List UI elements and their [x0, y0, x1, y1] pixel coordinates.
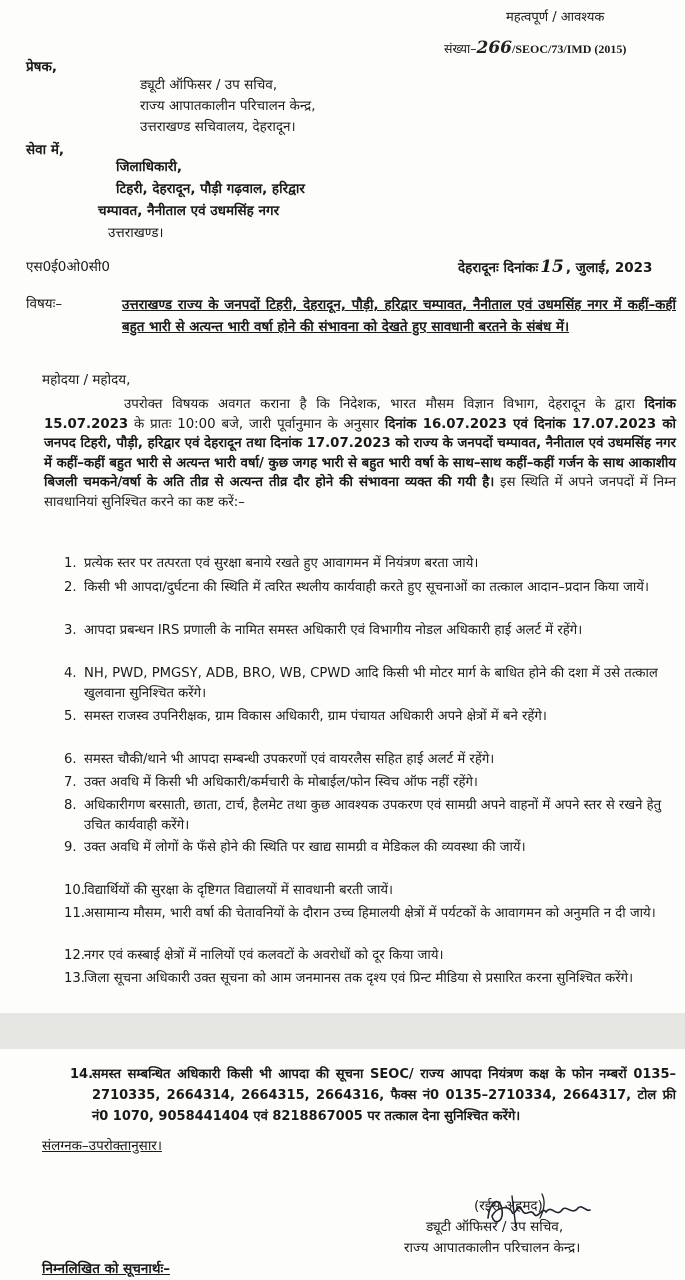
signatory-designation-1: ड्यूटी ऑफिसर / उप सचिव, — [426, 1219, 564, 1235]
body-bold-date: दिनांक 15.07.2023 — [44, 397, 676, 432]
letter-number-handwritten: 266 — [476, 38, 513, 58]
subject-text: उत्तराखण्ड राज्य के जनपदों टिहरी, देहरादून, पौड़ी, हरिद्वार चम्पावत, नैनीताल एवं उधमसिंह नगर में कहीं–कहीं बहुत भारी से अत्यन्त भारी वर्षा होने की संभावना को देखते हुए सावधानी बरतने के संबंध में। — [122, 298, 676, 335]
list-item: 5. समस्त राजस्व उपनिरीक्षक, ग्राम विकास अधिकारी, ग्राम पंचायत अधिकारी अपने क्षेत्रों में बने रहेंगे। — [64, 709, 547, 724]
date-month-year: , जुलाई, 2023 — [565, 260, 653, 276]
list-item-14 — [70, 1064, 676, 1127]
letter-number — [444, 38, 626, 58]
list-item: 1. प्रत्येक स्तर पर तत्परता एवं सुरक्षा बनाये रखते हुए आवागमन में नियंत्रण बरता जाये। — [64, 556, 479, 571]
letter-number-prefix: संख्या– — [444, 41, 477, 56]
salutation: महोदया / महोदय, — [42, 372, 131, 388]
list-item: 11. असामान्य मौसम, भारी वर्षा की चेतावनियों के दौरान उच्च हिमालयी क्षेत्रों में पर्यटकों के आवागमन को अनुमति न दी जाये। — [64, 906, 656, 921]
list-item: 8. अधिकारीगण बरसाती, छाता, टार्च, हैलमेट तथा कुछ आवश्यक उपकरण एवं सामग्री अपने वाहनों में अपने स्तर से रखने हेतु उचित कार्यवाही करेंगे। — [64, 798, 662, 833]
sender-line-1: ड्यूटी ऑफिसर / उप सचिव, — [140, 77, 278, 93]
list-item: 12. नगर एवं कस्बाई क्षेत्रों में नालियों एवं कलवटों के अवरोधों को दूर किया जाये। — [64, 948, 444, 963]
signatory-name: (रईस अहमद) — [474, 1198, 543, 1214]
place-date-prefix: देहरादूनः दिनांकः — [458, 260, 539, 276]
recipient-line-1: जिलाधिकारी, — [116, 159, 182, 175]
copy-to-label: निम्नलिखित को सूचनार्थः– — [42, 1261, 170, 1277]
list-item: 3. आपदा प्रबन्धन IRS प्रणाली के नामित समस्त अधिकारी एवं विभागीय नोडल अधिकारी हाई अलर्ट में रहेंगे। — [64, 623, 583, 638]
recipient-label: सेवा में, — [26, 142, 65, 158]
list-item: 10. विद्यार्थियों की सुरक्षा के दृष्टिगत विद्यालयों में सावधानी बरती जायें। — [64, 883, 394, 898]
priority-label: महत्वपूर्ण / आवश्यक — [506, 10, 605, 25]
recipient-line-3: चम्पावत, नैनीताल एवं उधमसिंह नगर — [98, 203, 280, 219]
body-text-2: के प्रातः 10:00 बजे, जारी पूर्वानुमान के अनुसार — [134, 416, 379, 432]
list-item-14-num: 14. — [70, 1067, 94, 1082]
page-break — [0, 1013, 685, 1049]
list-item: 7. उक्त अवधि में किसी भी अधिकारी/कर्मचारी के मोबाईल/फोन स्विच ऑफ नहीं रहेंगे। — [64, 775, 478, 790]
subject-label: विषयः– — [26, 296, 63, 312]
list-item: 4. NH, PWD, PMGSY, ADB, BRO, WB, CPWD आदि किसी भी मोटर मार्ग के बाधित होने की दशा में उसे तत्काल खुलवाना सुनिश्चित करेंगे। — [64, 666, 658, 701]
body-paragraph — [44, 395, 676, 512]
place-date — [458, 258, 652, 278]
list-item: 6. समस्त चौकी/थाने भी आपदा सम्बन्धी उपकरणों एवं वायरलैस सहित हाई अलर्ट में रहेंगे। — [64, 752, 495, 767]
list-item-14-text: समस्त सम्बन्धित अधिकारी किसी भी आपदा की सूचना SEOC/ राज्य आपदा नियंत्रण कक्ष के फोन नम्बरों 0135–2710335, 2664314, 2664315, 2664316, फैक्स नं0 0135–2710334, 2664317, टोल फ्री नं0 1070, 9058441404 एवं 8218867005 पर तत्काल देना सुनिश्चित करेंगे। — [92, 1067, 676, 1124]
recipient-line-2: टिहरी, देहरादून, पौड़ी गढ़वाल, हरिद्वार — [116, 181, 305, 197]
recipient-line-4: उत्तराखण्ड। — [108, 225, 164, 241]
list-item: 2. किसी भी आपदा/दुर्घटना की स्थिति में त्वरित स्थलीय कार्यवाही करते हुए सूचनाओं का तत्काल आदान–प्रदान किया जायें। — [64, 580, 649, 595]
signatory-designation-2: राज्य आपातकालीन परिचालन केन्द्र। — [404, 1240, 581, 1256]
body-text-1: उपरोक्त विषयक अवगत कराना है कि निदेशक, भारत मौसम विज्ञान विभाग, देहरादून के द्वारा — [124, 397, 635, 412]
enclosure-note: संलग्नक–उपरोक्तानुसार। — [42, 1138, 162, 1154]
letter-number-suffix: /SEOC/73/IMD (2015) — [512, 42, 627, 56]
sender-label: प्रेषक, — [26, 59, 57, 75]
date-day-handwritten: 15 — [540, 257, 564, 277]
sender-line-3: उत्तराखण्ड सचिवालय, देहरादून। — [140, 119, 296, 135]
body-text-3: इस स्थिति में अपने जनपदों में निम्न सावधानियां सुनिश्चित करने का कष्ट करें:– — [44, 475, 676, 510]
sender-line-2: राज्य आपातकालीन परिचालन केन्द्र, — [140, 98, 316, 114]
list-item: 9. उक्त अवधि में लोगों के फँसे होने की स्थिति पर खाद्य सामग्री व मेडिकल की व्यवस्था की जायें। — [64, 840, 526, 855]
list-item: 13. जिला सूचना अधिकारी उक्त सूचना को आम जनमानस तक दृश्य एवं प्रिन्ट मीडिया से प्रसारित करना सुनिश्चित करेंगे। — [64, 971, 634, 986]
reference-code: एस0ई0ओ0सी0 — [26, 259, 111, 275]
body-bold-forecast: दिनांक 16.07.2023 एवं दिनांक 17.07.2023 को जनपद टिहरी, पौड़ी, हरिद्वार एवं देहरादून तथा दिनांक 17.07.2023 को राज्य के जनपदों चम्पावत, नैनीताल एवं उधमसिंह नगर में कहीं–कहीं बहुत भारी से अत्यन्त भारी वर्षा/ कुछ जगह भारी से बहुत भारी वर्षा के साथ–साथ कहीं–कहीं गर्जन के साथ आकाशीय बिजली चमकने/वर्षा के अति तीव्र से अत्यन्त तीव्र दौर होने की संभावना व्यक्त की गयी है। — [44, 416, 677, 490]
